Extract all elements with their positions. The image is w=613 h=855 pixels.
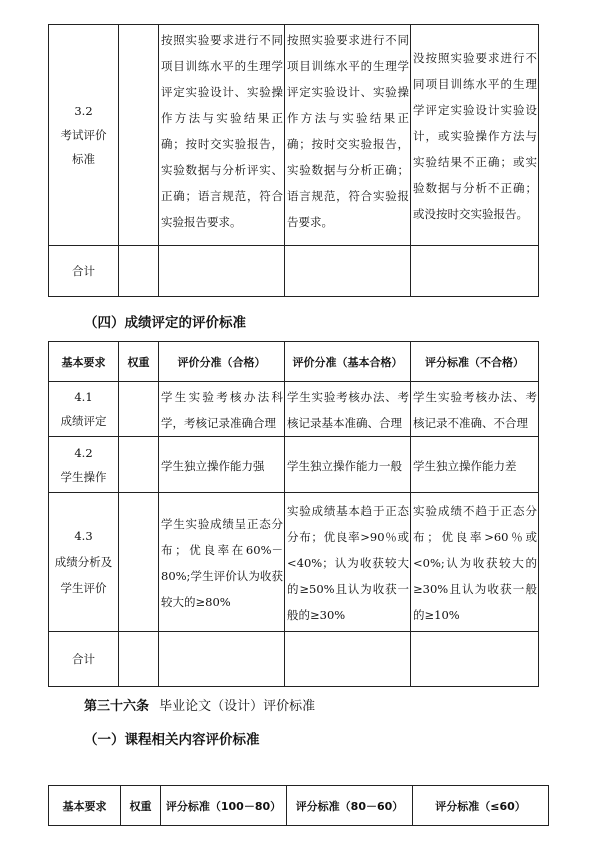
total-cell	[411, 246, 539, 297]
total-cell	[285, 246, 411, 297]
total-label: 合计	[49, 632, 119, 687]
total-cell	[285, 632, 411, 687]
col-header: 基本要求	[49, 342, 119, 382]
row-weight	[119, 382, 159, 437]
cell-basic-pass: 实验成绩基本趋于正态分布；优良率>90％或<40%；认为收获较大的≥50%且认为收获一般的≥30%	[285, 493, 411, 632]
row-code: 3.2	[74, 104, 93, 118]
col-header: 基本要求	[49, 786, 121, 826]
row-label	[49, 493, 119, 632]
table-row	[49, 246, 539, 297]
cell-basic-pass: 学生实验考核办法、考核记录基本准确、合理	[285, 382, 411, 437]
row-label	[49, 25, 119, 246]
table-thesis-standard	[48, 785, 549, 826]
row-name: 成绩评定	[60, 414, 107, 428]
cell-pass: 学生独立操作能力强	[159, 437, 285, 493]
article-heading	[84, 695, 315, 714]
total-weight	[119, 246, 159, 297]
total-cell	[159, 246, 285, 297]
cell-fail: 实验成绩不趋于正态分布；优良率>60％或<0%;认为收获较大的≥30%且认为收获一般的≥10%	[411, 493, 539, 632]
cell-fail: 学生实验考核办法、考核记录不准确、不合理	[411, 382, 539, 437]
table-grade-standard	[48, 341, 539, 687]
table-exam-standard	[48, 24, 539, 297]
cell-pass: 学生实验成绩呈正态分布；优良率在60%－80%;学生评价认为收获较大的≥80%	[159, 493, 285, 632]
col-header: 权重	[119, 342, 159, 382]
table-header-row	[49, 786, 549, 826]
col-header: 权重	[121, 786, 161, 826]
table-row	[49, 382, 539, 437]
col-header: 评分标准（80－60）	[287, 786, 413, 826]
table-row	[49, 493, 539, 632]
col-header: 评分标准（100－80）	[161, 786, 287, 826]
row-label	[49, 437, 119, 493]
table-row	[49, 632, 539, 687]
row-name: 考试评价标准	[60, 128, 107, 166]
total-label: 合计	[49, 246, 119, 297]
article-number: 第三十六条	[84, 699, 150, 714]
cell-fail: 没按照实验要求进行不同项目训练水平的生理学评定实验设计实验设计，或实验操作方法与实验结果不正确；或实验数据与分析不正确；或没按时交实验报告。	[411, 25, 539, 246]
col-header: 评价分准（合格）	[159, 342, 285, 382]
cell-fail: 学生独立操作能力差	[411, 437, 539, 493]
col-header: 评分标准（≤60）	[413, 786, 549, 826]
row-name: 成绩分析及学生评价	[54, 555, 113, 595]
col-header: 评价分准（基本合格）	[285, 342, 411, 382]
table-row	[49, 437, 539, 493]
article-title: 毕业论文（设计）评价标准	[159, 699, 316, 714]
row-code: 4.3	[74, 529, 93, 543]
col-header: 评分标准（不合格）	[411, 342, 539, 382]
table-header-row	[49, 342, 539, 382]
row-code: 4.2	[74, 445, 93, 460]
cell-basic-pass: 学生独立操作能力一般	[285, 437, 411, 493]
table-row	[49, 25, 539, 246]
total-weight	[119, 632, 159, 687]
cell-pass: 学生实验考核办法科学，考核记录准确合理	[159, 382, 285, 437]
row-weight	[119, 493, 159, 632]
total-cell	[411, 632, 539, 687]
row-label	[49, 382, 119, 437]
row-weight	[119, 25, 159, 246]
cell-basic-pass: 按照实验要求进行不同项目训练水平的生理学评定实验设计、实验操作方法与实验结果正确；按时交实验报告，实验数据与分析正确；语言规范，符合实验报告要求。	[285, 25, 411, 246]
section-heading-1: （一）课程相关内容评价标准	[84, 732, 260, 748]
total-cell	[159, 632, 285, 687]
cell-pass: 按照实验要求进行不同项目训练水平的生理学评定实验设计、实验操作方法与实验结果正确；按时交实验报告，实验数据与分析评实、正确；语言规范，符合实验报告要求。	[159, 25, 285, 246]
section-heading-4: （四）成绩评定的评价标准	[84, 315, 246, 331]
row-weight	[119, 437, 159, 493]
row-code: 4.1	[74, 390, 93, 404]
row-name: 学生操作	[60, 469, 107, 484]
